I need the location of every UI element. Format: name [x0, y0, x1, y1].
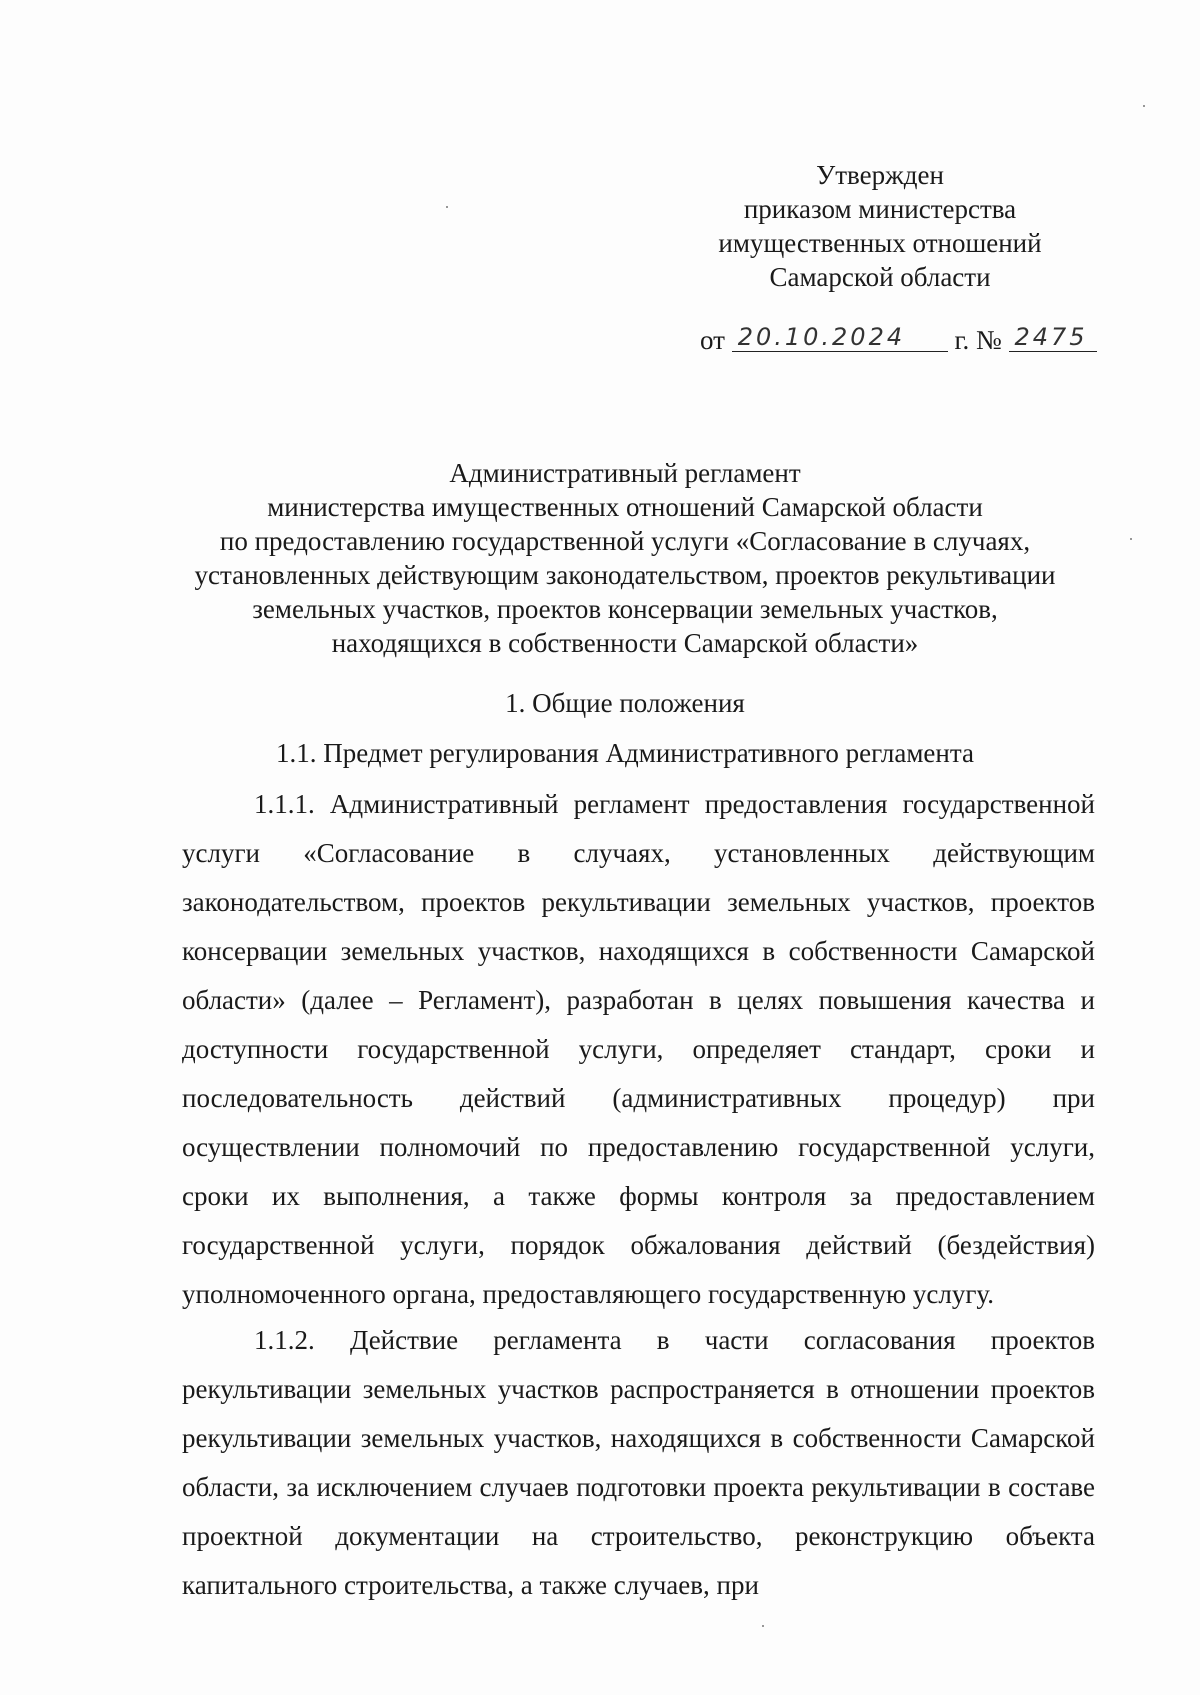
order-number-label: г. № [954, 325, 1002, 355]
subsection-heading: 1.1. Предмет регулирования Административного регламента [276, 738, 974, 768]
order-number-handwritten: 2475 [1009, 323, 1097, 352]
order-from-label: от [700, 325, 725, 355]
approval-line-approved: Утвержден [816, 160, 944, 190]
scan-speck [1143, 105, 1145, 107]
title-line: земельных участков, проектов консервации земельных участков, [252, 594, 998, 624]
title-line: по предоставлению государственной услуги «Согласование в случаях, [219, 526, 1031, 556]
approval-line-order: приказом министерства [743, 194, 1017, 224]
paragraph-1-1-1 [182, 780, 1095, 1319]
approval-line-ministry: имущественных отношений [718, 228, 1042, 258]
document-title [150, 456, 1100, 660]
scan-speck [1130, 538, 1132, 540]
order-date-number-line [700, 325, 1097, 356]
order-date-handwritten: 20.10.2024 [732, 323, 948, 352]
paragraph-text: 1.1.1. Административный регламент предоставления государственной услуги «Согласование в случаях, установленных действующим законодательством, проектов рекультивации земельных участков, проектов консервации земельных участков, находящихся в собственности Самарской области» (далее – Регламент), разработан в целях повышения качества и доступности государственной услуги, определяет стандарт, сроки и последовательность действий (административных процедур) при осуществлении полномочий по предоставлению государственной услуги, сроки их выполнения, а также формы контроля за предоставлением государственной услуги, порядок обжалования действий (бездействия) уполномоченного органа, предоставляющего государственную услугу. [182, 789, 1095, 1309]
title-line: находящихся в собственности Самарской области» [331, 628, 919, 658]
section-heading: 1. Общие положения [505, 688, 745, 718]
title-line: установленных действующим законодательством, проектов рекультивации [194, 560, 1056, 590]
title-line: Административный регламент [449, 458, 801, 488]
approval-line-region: Самарской области [769, 262, 991, 292]
paragraph-1-1-2 [182, 1316, 1095, 1610]
scan-speck [446, 206, 448, 208]
approval-stamp-block [690, 158, 1070, 294]
title-line: министерства имущественных отношений Самарской области [267, 492, 983, 522]
scan-speck [762, 1625, 764, 1627]
paragraph-text: 1.1.2. Действие регламента в части согласования проектов рекультивации земельных участков распространяется в отношении проектов рекультивации земельных участков, находящихся в собственности Самарской области, за исключением случаев подготовки проекта рекультивации в составе проектной документации на строительство, реконструкцию объекта капитального строительства, а также случаев, при [182, 1325, 1095, 1600]
